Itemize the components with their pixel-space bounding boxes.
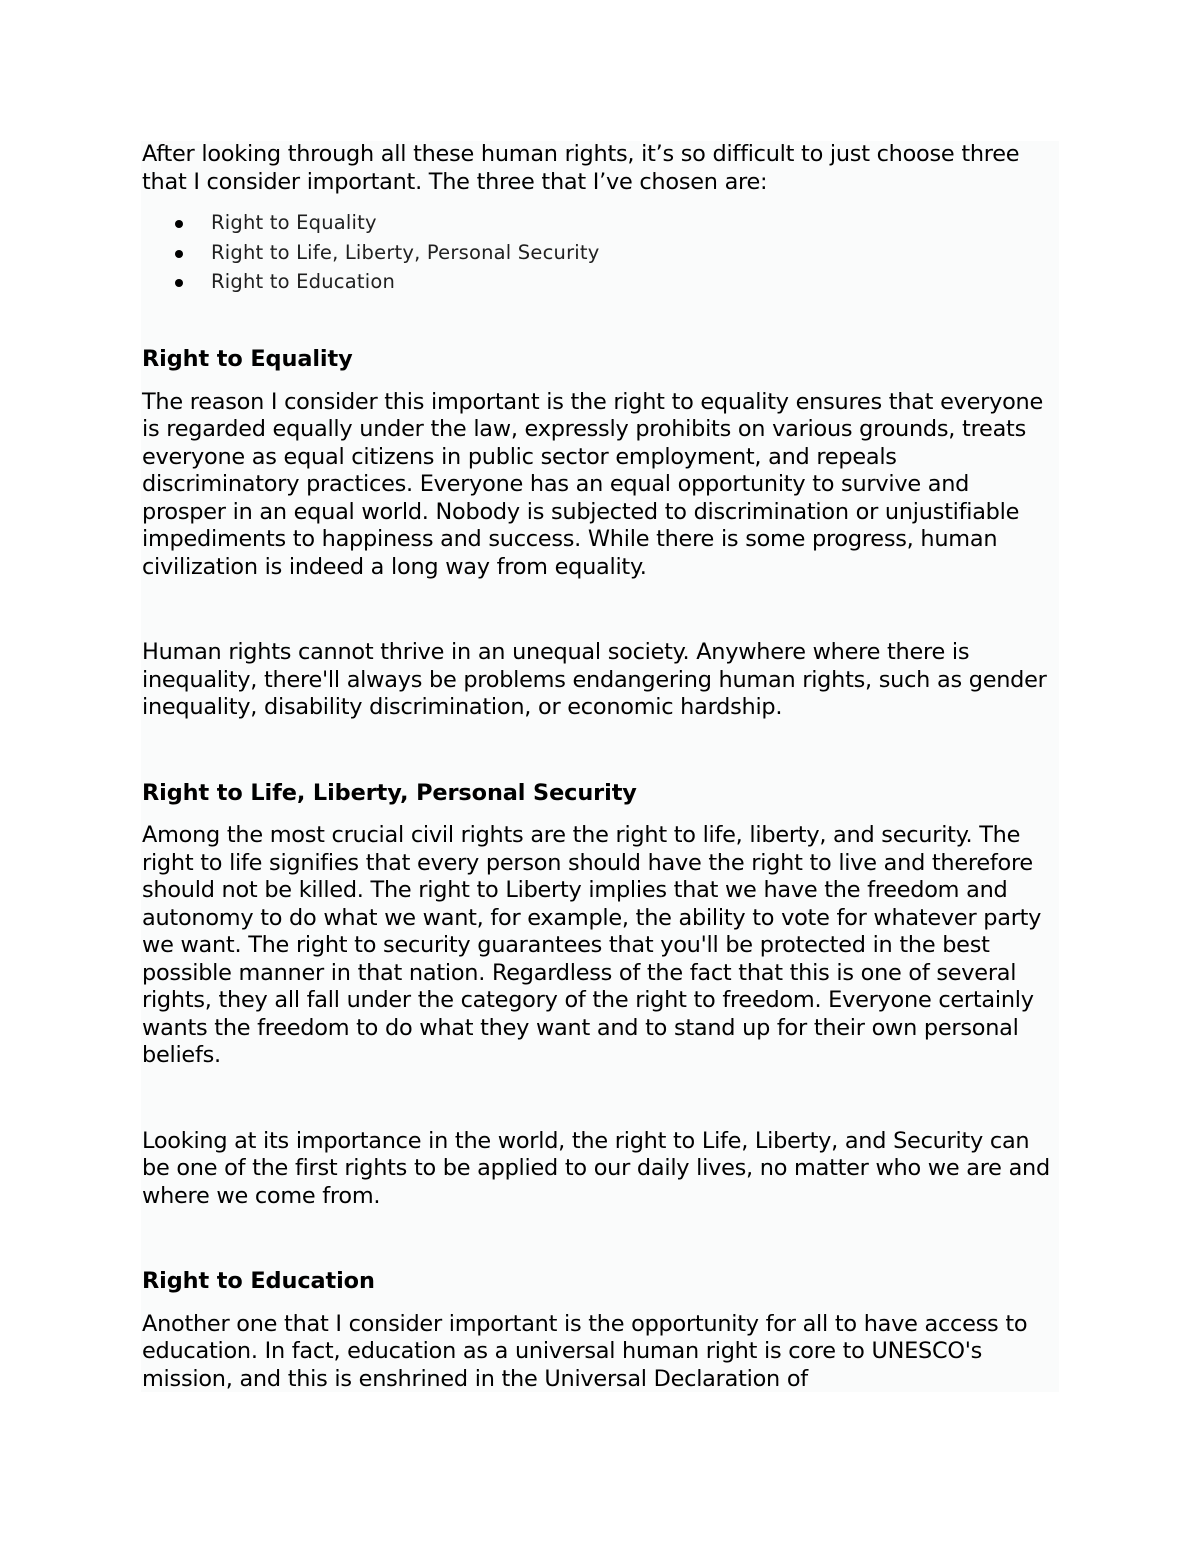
- list-item: [142, 267, 1058, 297]
- list-item: [142, 208, 1058, 238]
- list-item: [142, 238, 1058, 268]
- list-item-label: Right to Equality: [211, 211, 377, 234]
- section-heading-equality: Right to Equality: [142, 346, 353, 373]
- document-body: [142, 141, 1058, 1393]
- bullet-icon: [175, 250, 183, 258]
- section-heading-education: Right to Education: [142, 1268, 375, 1295]
- bullet-icon: [175, 220, 183, 228]
- chosen-rights-list: [142, 208, 1058, 297]
- life-liberty-paragraph-1: Among the most crucial civil rights are the right to life, liberty, and security. The right to life signifies that every person should have the right to live and therefore should not be killed. The right to Liberty implies that we have the freedom and autonomy to do what we want, for example, the ability to vote for whatever party we want. The right to security guarantees that you'll be protected in the best possible manner in that nation. Regardless of the fact that this is one of several rights, they all fall under the category of the right to freedom. Everyone certainly wants the freedom to do what they want and to stand up for their own personal beliefs.: [142, 822, 1042, 1069]
- equality-paragraph-2: Human rights cannot thrive in an unequal society. Anywhere where there is inequality, there'll always be problems endangering human rights, such as gender inequality, disability discrimination, or economic hardship.: [142, 639, 1047, 721]
- life-liberty-paragraph-2: Looking at its importance in the world, the right to Life, Liberty, and Security can be one of the first rights to be applied to our daily lives, no matter who we are and where we come from.: [142, 1127, 1050, 1209]
- list-item-label: Right to Education: [211, 270, 396, 294]
- list-item-label: Right to Life, Liberty, Personal Security: [211, 240, 600, 264]
- equality-paragraph-1: The reason I consider this important is the right to equality ensures that everyone is regarded equally under the law, expressly prohibits on various grounds, treats everyone as equal citizens in public sector employment, and repeals discriminatory practices. Everyone has an equal opportunity to survive and prosper in an equal world. Nobody is subjected to discrimination or unjustifiable impediments to happiness and success. While there is some progress, human civilization is indeed a long way from equality.: [142, 388, 1044, 580]
- education-paragraph-1: Another one that I consider important is the opportunity for all to have access to education. In fact, education as a universal human right is core to UNESCO's mission, and this is enshrined in the Universal Declaration of: [142, 1310, 1028, 1392]
- intro-paragraph: After looking through all these human rights, it’s so difficult to just choose three that I consider important. The three that I’ve chosen are:: [142, 141, 1020, 195]
- bullet-icon: [175, 279, 183, 287]
- section-heading-life-liberty: Right to Life, Liberty, Personal Security: [142, 779, 637, 806]
